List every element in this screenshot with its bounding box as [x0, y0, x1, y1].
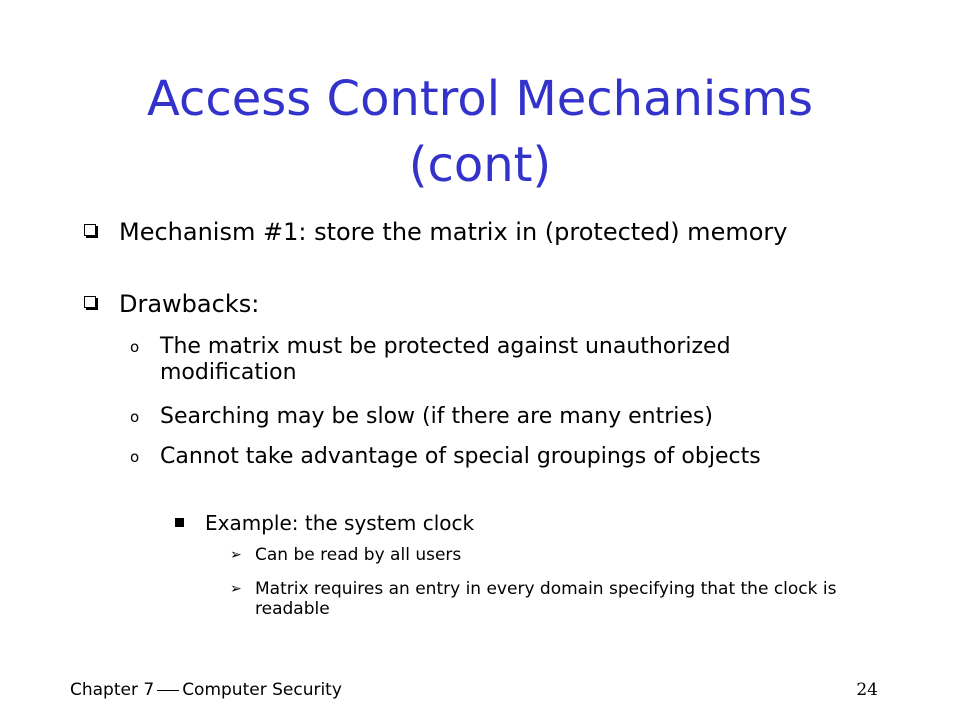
bullet-text: Cannot take advantage of special groupings of objects	[160, 444, 761, 469]
footer-chapter-label: Chapter 7	[70, 680, 155, 700]
arrow-bullet-icon: ➢	[230, 547, 242, 563]
circle-bullet-icon: o	[130, 338, 140, 356]
em-dash-separator	[157, 690, 179, 691]
arrow-bullet-icon: ➢	[230, 581, 242, 597]
square-bullet-icon	[175, 518, 184, 527]
page-number: 24	[856, 680, 878, 700]
bullet-text: Example: the system clock	[205, 511, 475, 535]
circle-bullet-icon: o	[130, 448, 140, 466]
square-bullet-icon	[84, 224, 96, 236]
circle-bullet-icon: o	[130, 408, 140, 426]
footer-chapter	[70, 680, 342, 700]
bullet-text: Can be read by all users	[255, 545, 462, 565]
footer-subject: Computer Security	[182, 680, 342, 700]
slide-title-line2: (cont)	[408, 137, 552, 193]
square-bullet-icon	[84, 296, 96, 308]
bullet-text: Searching may be slow (if there are many entries)	[160, 404, 713, 429]
bullet-text: The matrix must be protected against unauthorized modification	[160, 334, 731, 385]
bullet-text: Mechanism #1: store the matrix in (protected) memory	[119, 218, 788, 246]
bullet-text: Drawbacks:	[119, 290, 260, 318]
slide-title-line1: Access Control Mechanisms	[146, 71, 814, 127]
bullet-text: Matrix requires an entry in every domain specifying that the clock is readable	[255, 579, 837, 619]
